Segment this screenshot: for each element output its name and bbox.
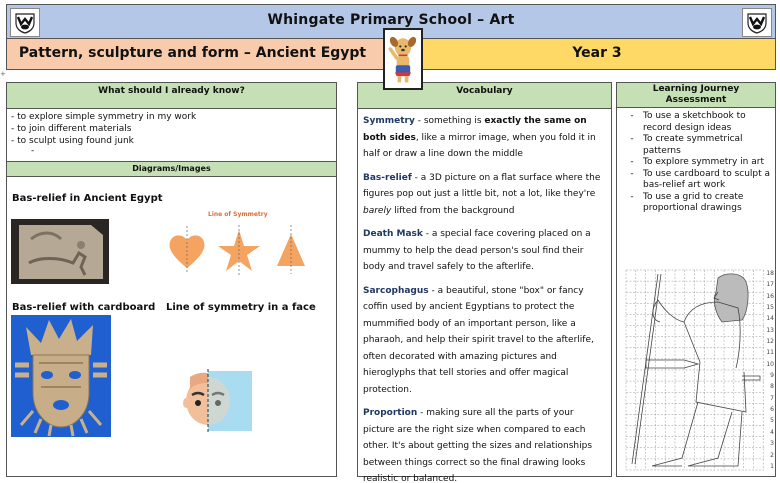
definition-text: , like a mirror image, when you fold it in half or draw a line down the middle (363, 132, 596, 159)
grid-row-number: 15 (766, 304, 774, 312)
definition-text: a beautiful, stone "box" or fancy coffin used by ancient Egyptians to protect the mummified body of an important person, like a pharaoh, and help their spirit travel to the afterlife, often decorated with amazing pictures and hieroglyphs that tell stories and offer magical protection. (363, 285, 594, 395)
bas-relief-egypt-label: Bas-relief in Ancient Egypt (12, 193, 163, 204)
egyptian-figure-grid-drawing (622, 268, 776, 474)
list-item-text: To create symmetrical patterns (643, 134, 743, 156)
heading-line: Assessment (665, 95, 727, 105)
bullet-dash: - (630, 168, 634, 179)
bullet-dash: - (630, 134, 634, 144)
triangle-shape (277, 225, 305, 274)
vocabulary-panel (357, 82, 612, 483)
grid-row-number: 11 (766, 349, 774, 357)
grid-row-number: 9 (770, 372, 774, 380)
list-item: - to sculpt using found junk (11, 136, 134, 146)
definition-text: making sure all the parts of your picture are the right size when compared to each other. It's about getting the sizes and relationships between things correct so the final drawing looks realistic or balanced. (363, 408, 593, 483)
grid-row-number: 7 (770, 394, 774, 402)
prior-knowledge-list (7, 109, 336, 161)
grid-row-number: 18 (766, 270, 774, 277)
egyptian-bas-relief-photo (11, 219, 109, 284)
definition-text: lifted from the background (391, 205, 515, 216)
definition-text: barely (363, 205, 392, 216)
list-item-text: To explore symmetry in art (643, 157, 764, 167)
list-item (621, 134, 771, 157)
vocabulary-term: Symmetry (363, 116, 415, 126)
heart-shape (170, 226, 205, 274)
vocabulary-entry: Symmetry - something is exactly the same on both sides, like a mirror image, when you fold it in half or draw a line down the middle (363, 116, 596, 159)
grid-row-number: 17 (766, 281, 774, 289)
definition-text: something is (423, 116, 485, 126)
list-item-text: To use cardboard to sculpt a bas-relief art work (643, 168, 771, 190)
grid-row-numbers (762, 270, 774, 470)
definition-text: a 3D picture on a flat surface where the figures pop out just a little bit, not a lot, like they're (363, 172, 601, 199)
margin-mark: + (0, 70, 6, 78)
cardboard-mask-photo (11, 315, 111, 437)
definition-text: a special face covering placed on a mummy to help the dead person's soul find their body and travel safely to the afterlife. (363, 229, 591, 272)
face-symmetry-label: Line of symmetry in a face (166, 302, 316, 313)
grid-row-number: 2 (770, 451, 774, 459)
grid-row-number: 6 (770, 406, 774, 414)
list-item (621, 157, 771, 169)
bas-relief-cardboard-label: Bas-relief with cardboard (12, 302, 156, 313)
heading-line: Learning Journey (652, 84, 740, 94)
topic-bar (6, 39, 419, 70)
list-item: - to join different materials (11, 124, 132, 134)
vocabulary-entry: Sarcophagus - a beautiful, stone "box" or fancy coffin used by ancient Egyptians to protect the mummified body of an important person, like a pharaoh, and help their spirit travel to the afterlife, often decorated with amazing pictures and hieroglyphs that tell stories and offer magical protection. (363, 285, 594, 395)
list-item-text: To use a sketchbook to record design ideas (643, 111, 746, 133)
bullet-dash: - (630, 191, 634, 202)
list-item (621, 111, 771, 134)
grid-row-number: 1 (770, 462, 774, 470)
learning-journey-list (617, 108, 775, 215)
star-shape (218, 225, 260, 277)
symmetry-shapes-diagram (164, 222, 314, 280)
vocabulary-entry: Bas-relief - a 3D picture on a flat surface where the figures pop out just a little bit, not a lot, like they're barely lifted from the background (363, 172, 601, 216)
vocabulary-term: Proportion (363, 408, 418, 418)
grid-row-number: 14 (766, 315, 774, 323)
year-label: Year 3 (572, 45, 622, 61)
symmetry-diagram-title: Line of Symmetry (208, 211, 268, 218)
grid-row-number: 16 (766, 292, 774, 300)
list-item: - to explore simple symmetry in my work (11, 112, 197, 122)
grid-row-number: 3 (770, 440, 774, 448)
list-item (621, 192, 771, 215)
vocabulary-term: Bas-relief (363, 172, 412, 183)
vocabulary-term: Death Mask (363, 229, 423, 239)
grid-row-number: 5 (770, 417, 774, 425)
definition-text: exactly the same on both sides (363, 116, 587, 143)
vocabulary-entry: Death Mask - a special face covering placed on a mummy to help the dead person's soul find their body and travel safely to the afterlife. (363, 229, 591, 272)
list-item: - (31, 146, 35, 156)
learning-journey-heading (617, 83, 775, 108)
vocabulary-list (358, 109, 611, 483)
bullet-dash: - (630, 157, 634, 167)
grid-row-number: 4 (770, 428, 774, 436)
grid-row-number: 12 (766, 338, 774, 346)
grid-row-number: 8 (770, 383, 774, 391)
dog-mascot-icon (383, 28, 423, 90)
prior-knowledge-heading: What should I already know? (7, 83, 336, 109)
topic-title: Pattern, sculpture and form – Ancient Egypt (18, 45, 367, 61)
vocabulary-entry: Proportion - making sure all the parts of your picture are the right size when compared to each other. It's about getting the sizes and relationships between things correct so the final drawing looks realistic or balanced. (363, 408, 593, 483)
vocabulary-term: Sarcophagus (363, 285, 429, 296)
school-crest-icon (742, 8, 772, 37)
vocabulary-heading: Vocabulary (358, 83, 611, 109)
diagrams-heading: Diagrams/Images (7, 161, 336, 177)
face-mirror-diagram (182, 369, 254, 433)
page-title: Whingate Primary School – Art (267, 12, 515, 28)
year-bar (419, 39, 776, 70)
grid-row-number: 13 (766, 326, 774, 334)
grid-row-number: 10 (766, 360, 774, 368)
bullet-dash: - (630, 111, 634, 121)
list-item-text: To use a grid to create proportional drawings (643, 191, 744, 213)
list-item (621, 169, 771, 192)
